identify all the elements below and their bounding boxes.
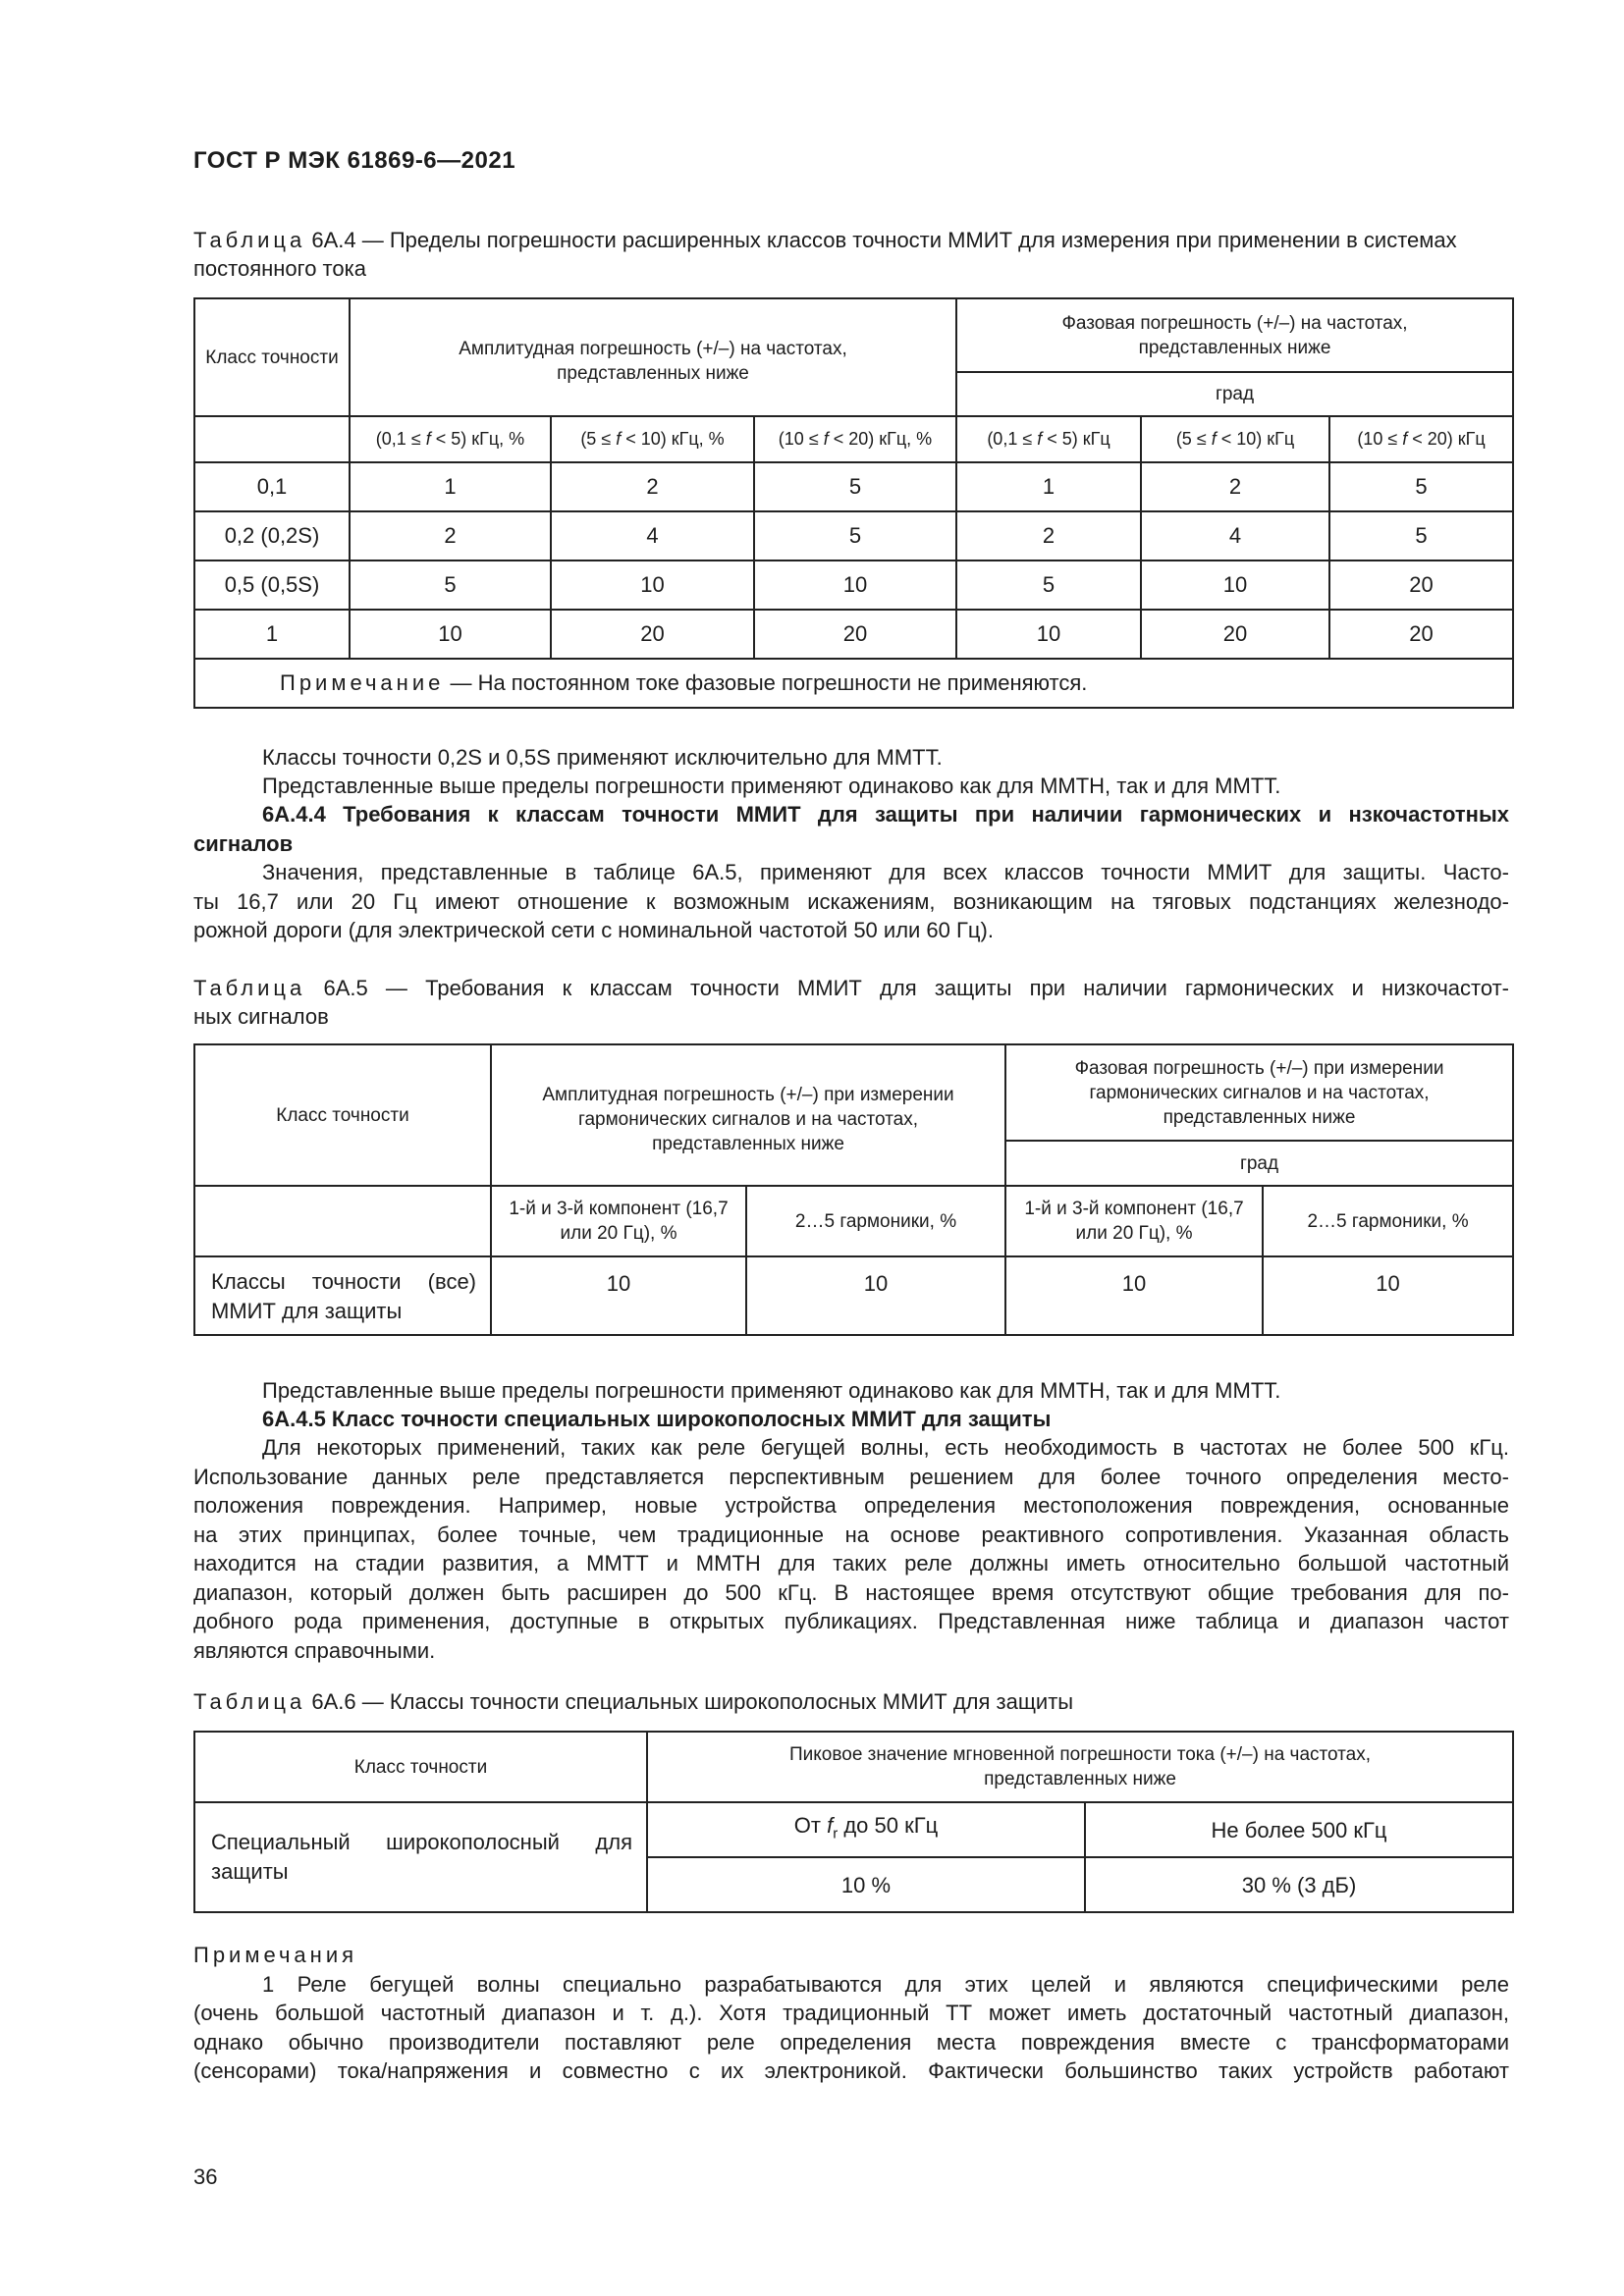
t3-col1-prefix: От xyxy=(793,1813,828,1839)
table1-caption-text: 6А.4 — Пределы погрешности расширенных классов точности ММИТ для измерения при применении в системах постоянного тока xyxy=(193,228,1457,281)
t1-subheader: (0,1 ≤ f < 5) кГц, % xyxy=(350,416,551,462)
table-cell: 2 xyxy=(1141,462,1329,511)
t2-class-header: Класс точности xyxy=(194,1044,491,1186)
paragraph: Представленные выше пределы погрешности применяют одинаково как для ММТН, так и для ММТТ. xyxy=(262,774,1281,798)
text-line: находится на стадии развития, а ММТТ и ММТН для таких реле должны иметь относительно большой частотный xyxy=(193,1551,1509,1575)
table3-caption xyxy=(193,1687,1509,1716)
t1-subheader: (5 ≤ f < 10) кГц xyxy=(1141,416,1329,462)
t2-amp-header: Амплитудная погрешность (+/–) при измерении гармонических сигналов и на частотах, представленных ниже xyxy=(491,1044,1005,1186)
table-cell: 4 xyxy=(551,511,754,561)
table-cell: 10 xyxy=(551,561,754,610)
t1-subheader: (0,1 ≤ f < 5) кГц xyxy=(956,416,1141,462)
t2-phase-unit: град xyxy=(1005,1141,1513,1186)
table3-caption-word: Таблица xyxy=(193,1689,306,1714)
t1-phase-unit: град xyxy=(956,372,1513,416)
t1-subheader: (10 ≤ f < 20) кГц xyxy=(1329,416,1513,462)
text-line: добного рода применения, доступные в открытых публикациях. Представленная ниже таблица и диапазон частот xyxy=(193,1609,1509,1633)
section-645-heading: 6А.4.5 Класс точности специальных широкополосных ММИТ для защиты xyxy=(262,1407,1052,1431)
table-cell: 10 xyxy=(754,561,956,610)
table-cell: 20 xyxy=(551,610,754,659)
t3-peak-header: Пиковое значение мгновенной погрешности тока (+/–) на частотах, представленных ниже xyxy=(647,1732,1513,1802)
t2-subheader: 1-й и 3-й компонент (16,7 или 20 Гц), % xyxy=(1005,1186,1263,1256)
table-cell: 5 xyxy=(754,511,956,561)
t1-amp-header: Амплитудная погрешность (+/–) на частотах, представленных ниже xyxy=(350,298,956,416)
t1-note xyxy=(194,659,1513,708)
table-cell: 10 xyxy=(1005,1256,1263,1335)
t1-subheader: (5 ≤ f < 10) кГц, % xyxy=(551,416,754,462)
table-cell: 2 xyxy=(350,511,551,561)
table-cell: 5 xyxy=(1329,511,1513,561)
t2-subheader: 2…5 гармоники, % xyxy=(746,1186,1005,1256)
section-644-body xyxy=(193,858,1509,945)
document-header: ГОСТ Р МЭК 61869-6—2021 xyxy=(193,147,516,174)
table-cell: 1 xyxy=(350,462,551,511)
t3-col1-suffix: до 50 кГц xyxy=(838,1813,939,1839)
table-cell: 0,1 xyxy=(194,462,350,511)
heading-line: сигналов xyxy=(193,830,294,856)
table-cell: 10 xyxy=(1263,1256,1513,1335)
page-number: 36 xyxy=(193,2164,218,2189)
text-line: на этих принципах, более точные, чем традиционные на основе реактивного сопротивления. Указанная область xyxy=(193,1522,1509,1547)
t3-col1-header xyxy=(647,1802,1085,1857)
table-6a6 xyxy=(193,1731,1514,1913)
table-cell: 0,5 (0,5S) xyxy=(194,561,350,610)
table-cell: 20 xyxy=(1141,610,1329,659)
t3-row-label: Специальный широкополосный для защиты xyxy=(194,1802,647,1912)
notes xyxy=(193,1941,1509,2086)
text-line: положения повреждения. Например, новые устройства определения местоположения повреждения, основанные xyxy=(193,1493,1509,1518)
table-6a4 xyxy=(193,297,1514,709)
t1-class-header: Класс точности xyxy=(194,298,350,416)
table3-caption-text: 6А.6 — Классы точности специальных широкополосных ММИТ для защиты xyxy=(305,1689,1074,1714)
table2-caption-word: Таблица xyxy=(193,976,306,1000)
paragraph: Классы точности 0,2S и 0,5S применяют исключительно для ММТТ. xyxy=(262,745,943,770)
table-cell: 20 xyxy=(1329,561,1513,610)
table-cell: 4 xyxy=(1141,511,1329,561)
table-cell: 5 xyxy=(350,561,551,610)
text-line: однако обычно производители поставляют реле определения места повреждения вместе с трансформаторами xyxy=(193,2029,1509,2055)
table-cell: 5 xyxy=(956,561,1141,610)
table-cell: 20 xyxy=(754,610,956,659)
table-cell: 10 xyxy=(350,610,551,659)
table-cell: 30 % (3 дБ) xyxy=(1085,1857,1513,1912)
variable-f: f xyxy=(1402,429,1408,449)
table-cell: 5 xyxy=(754,462,956,511)
text-line: 1 Реле бегущей волны специально разрабатываются для этих целей и являются специфическими реле xyxy=(262,1971,1509,1997)
t2-subheader: 1-й и 3-й компонент (16,7 или 20 Гц), % xyxy=(491,1186,746,1256)
table-cell: 10 xyxy=(746,1256,1005,1335)
table-cell: 5 xyxy=(1329,462,1513,511)
table-cell: 10 xyxy=(1141,561,1329,610)
t3-col1-f: f xyxy=(827,1813,834,1839)
table-cell: 2 xyxy=(551,462,754,511)
text-line: диапазон, который должен быть расширен до 500 кГц. В настоящее время отсутствуют общие требования для по- xyxy=(193,1579,1509,1605)
section-644-heading xyxy=(193,800,1509,858)
heading-line: 6А.4.4 Требования к классам точности ММИТ для защиты при наличии гармонических и нзкочастотных xyxy=(262,802,1509,827)
text-line: Использование данных реле представляется перспективным решением для более точного определения место- xyxy=(193,1464,1509,1489)
table-row xyxy=(194,1256,1513,1335)
t1-class-header-bottom xyxy=(194,416,350,462)
variable-f: f xyxy=(1037,429,1043,449)
paragraph: Представленные выше пределы погрешности применяют одинаково как для ММТН, так и для ММТТ. xyxy=(262,1378,1281,1403)
table-cell: 10 xyxy=(956,610,1141,659)
section-645-body xyxy=(193,1433,1509,1665)
caption-line: ных сигналов xyxy=(193,1004,329,1029)
t1-note-text: — На постоянном токе фазовые погрешности не применяются. xyxy=(444,670,1088,695)
table-row xyxy=(194,610,1513,659)
text-line: (очень большой частотный диапазон и т. д.). Хотя традиционный ТТ может иметь достаточный частотный диапазон, xyxy=(193,2001,1509,2025)
t3-col2-header: Не более 500 кГц xyxy=(1085,1802,1513,1857)
text-line: являются справочными. xyxy=(193,1637,436,1663)
table1-caption xyxy=(193,226,1509,283)
table-row xyxy=(194,511,1513,561)
text-line: (сенсорами) тока/напряжения и совместно с их электроникой. Фактически большинство таких устройств работают xyxy=(193,2058,1509,2083)
caption-line xyxy=(193,974,1509,1002)
table-cell: 1 xyxy=(194,610,350,659)
table-6a5 xyxy=(193,1043,1514,1336)
t1-note-word: Примечание xyxy=(280,670,445,695)
t2-row-label: Классы точности (все) ММИТ для защиты xyxy=(194,1256,491,1335)
variable-f: f xyxy=(823,429,829,449)
text-line: Для некоторых применений, таких как реле бегущей волны, есть необходимость в частотах не более 500 кГц. xyxy=(262,1435,1509,1460)
text-line: Значения, представленные в таблице 6А.5, применяют для всех классов точности ММИТ для защиты. Часто- xyxy=(262,860,1509,884)
text-line: рожной дороги (для электрической сети с номинальной частотой 50 или 60 Гц). xyxy=(193,918,994,942)
table-row xyxy=(194,561,1513,610)
table-cell: 10 % xyxy=(647,1857,1085,1912)
table2-caption-text: 6А.5 — Требования к классам точности ММИТ для защиты при наличии гармонических и низкочастот- xyxy=(305,976,1509,1000)
text-line: ты 16,7 или 20 Гц имеют отношение к возможным искажениям, возникающим на тяговых подстанциях железнодо- xyxy=(193,888,1509,914)
t3-class-header: Класс точности xyxy=(194,1732,647,1802)
table1-caption-word: Таблица xyxy=(193,228,306,252)
t2-phase-header: Фазовая погрешность (+/–) при измерении гармонических сигналов и на частотах, представленных ниже xyxy=(1005,1044,1513,1141)
table-cell: 10 xyxy=(491,1256,746,1335)
table-cell: 0,2 (0,2S) xyxy=(194,511,350,561)
variable-f: f xyxy=(1211,429,1217,449)
variable-f: f xyxy=(616,429,622,449)
variable-f: f xyxy=(425,429,431,449)
table-cell: 1 xyxy=(956,462,1141,511)
t2-subheader: 2…5 гармоники, % xyxy=(1263,1186,1513,1256)
table-cell: 20 xyxy=(1329,610,1513,659)
notes-heading: Примечания xyxy=(193,1943,358,1967)
t2-empty-cell xyxy=(194,1186,491,1256)
table-cell: 2 xyxy=(956,511,1141,561)
table2-caption xyxy=(193,974,1509,1031)
t1-subheader: (10 ≤ f < 20) кГц, % xyxy=(754,416,956,462)
t1-phase-header: Фазовая погрешность (+/–) на частотах, представленных ниже xyxy=(956,298,1513,372)
t3-col1-sub: r xyxy=(833,1825,839,1842)
table-row xyxy=(194,462,1513,511)
